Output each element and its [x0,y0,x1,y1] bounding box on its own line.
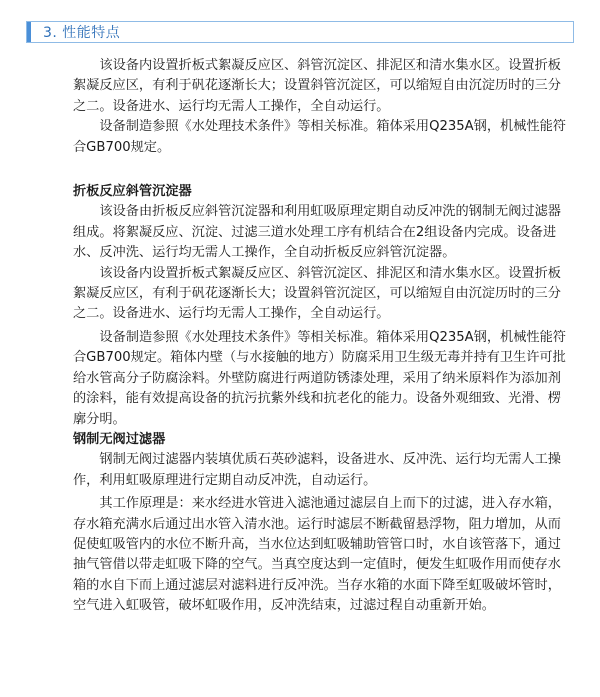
section-header [26,21,574,43]
section-spacer [73,158,573,182]
valveless-filter-paragraph-2: 其工作原理是：来水经进水管进入滤池通过滤层自上而下的过滤，进入存水箱，存水箱充满水后通过出水管入清水池。运行时滤层不断截留悬浮物，阻力增加，从而促使虹吸管内的水位不断升高，当水位达到虹吸辅助管管口时，水自该管落下，通过抽气管借以带走虹吸下降的空气。当真空度达到一定值时，便发生虹吸作用而使存水箱的水自下而上通过滤层对滤料进行反冲洗。当存水箱的水面下降至虹吸破坏管时，空气进入虹吸管，破坏虹吸作用，反冲洗结束，过滤过程自动重新开始。 [73,496,561,614]
valveless-filter-paragraph-1: 钢制无阀过滤器内装填优质石英砂滤料，设备进水、反冲洗、运行均无需人工操作，利用虹吸原理进行定期自动反冲洗，自动运行。 [73,452,561,488]
folded-plate-paragraph-3: 设备制造参照《水处理技术条件》等相关标准。箱体采用Q235A钢，机械性能符合GB700规定。箱体内壁（与水接触的地方）防腐采用卫生级无毒并持有卫生许可批给水管高分子防腐涂料。外壁防腐进行两道防锈漆处理，采用了纳米原料作为添加剂的涂料，能有效提高设备的抗污抗紫外线和抗老化的能力。设备外观细致、光滑、楞廓分明。 [73,329,566,427]
folded-plate-paragraph-1: 该设备由折板反应斜管沉淀器和利用虹吸原理定期自动反冲洗的钢制无阀过滤器组成。将絮凝反应、沉淀、过滤三道水处理工序有机结合在2组设备内完成。设备进水、反冲洗、运行均无需人工操作，全自动折板反应斜管沉淀器。 [73,204,561,261]
folded-plate-heading: 折板反应斜管沉淀器 [73,184,192,200]
intro-paragraph-1: 该设备内设置折板式絮凝反应区、斜管沉淀区、排泥区和清水集水区。设置折板絮凝反应区，有利于矾花逐渐长大；设置斜管沉淀区，可以缩短自由沉淀历时的三分之二。设备进水、运行均无需人工操作，全自动运行。 [73,58,561,114]
intro-paragraph-2: 设备制造参照《水处理技术条件》等相关标准。箱体采用Q235A钢，机械性能符合GB700规定。 [73,119,566,155]
valveless-filter-heading: 钢制无阀过滤器 [73,431,166,447]
folded-plate-paragraph-2: 该设备内设置折板式絮凝反应区、斜管沉淀区、排泥区和清水集水区。设置折板絮凝反应区，有利于矾花逐渐长大；设置斜管沉淀区，可以缩短自由沉淀历时的三分之二。设备进水、运行均无需人工操作，全自动运行。 [73,265,561,322]
section-title: 3. 性能特点 [43,25,121,41]
header-accent-bar [27,22,31,42]
document-body [73,56,573,617]
